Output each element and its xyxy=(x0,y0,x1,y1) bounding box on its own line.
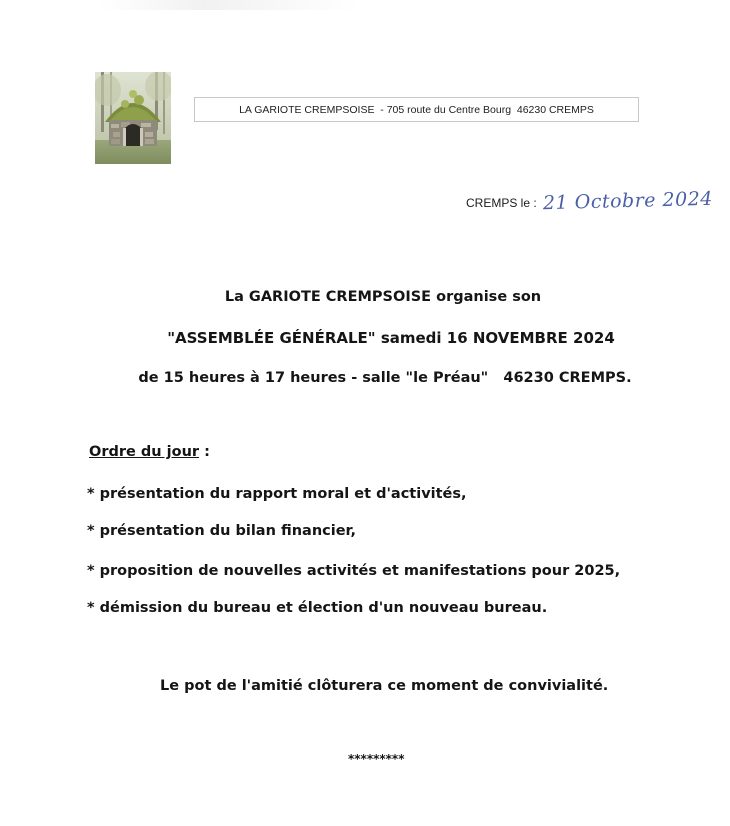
closing-line: Le pot de l'amitié clôturera ce moment de convivialité. xyxy=(160,678,609,694)
handwritten-date: 21 Octobre 2024 xyxy=(542,187,713,215)
separator-stars: ********* xyxy=(348,752,405,766)
announcement-line-3: de 15 heures à 17 heures - salle "le Préau" 46230 CREMPS. xyxy=(138,370,632,386)
stone-hut-image xyxy=(95,72,171,164)
agenda-item: * présentation du bilan financier, xyxy=(87,523,357,539)
scan-smudge xyxy=(100,0,360,10)
agenda-item: * présentation du rapport moral et d'activités, xyxy=(87,486,467,502)
agenda-title-text: Ordre du jour xyxy=(89,444,200,460)
agenda-title xyxy=(89,444,210,460)
agenda-item: * proposition de nouvelles activités et manifestations pour 2025, xyxy=(87,563,621,579)
stone-hut-photo xyxy=(95,72,171,164)
agenda-title-colon: : xyxy=(199,444,210,460)
announcement-line-1: La GARIOTE CREMPSOISE organise son xyxy=(224,289,542,305)
header-address: LA GARIOTE CREMPSOISE - 705 route du Centre Bourg 46230 CREMPS xyxy=(239,103,594,116)
agenda-item: * démission du bureau et élection d'un nouveau bureau. xyxy=(87,600,548,616)
date-line xyxy=(466,187,713,215)
header-address-box xyxy=(194,97,639,122)
announcement-line-2: "ASSEMBLÉE GÉNÉRALE" samedi 16 NOVEMBRE 2024 xyxy=(167,329,615,347)
date-prefix: CREMPS le : xyxy=(466,196,537,210)
